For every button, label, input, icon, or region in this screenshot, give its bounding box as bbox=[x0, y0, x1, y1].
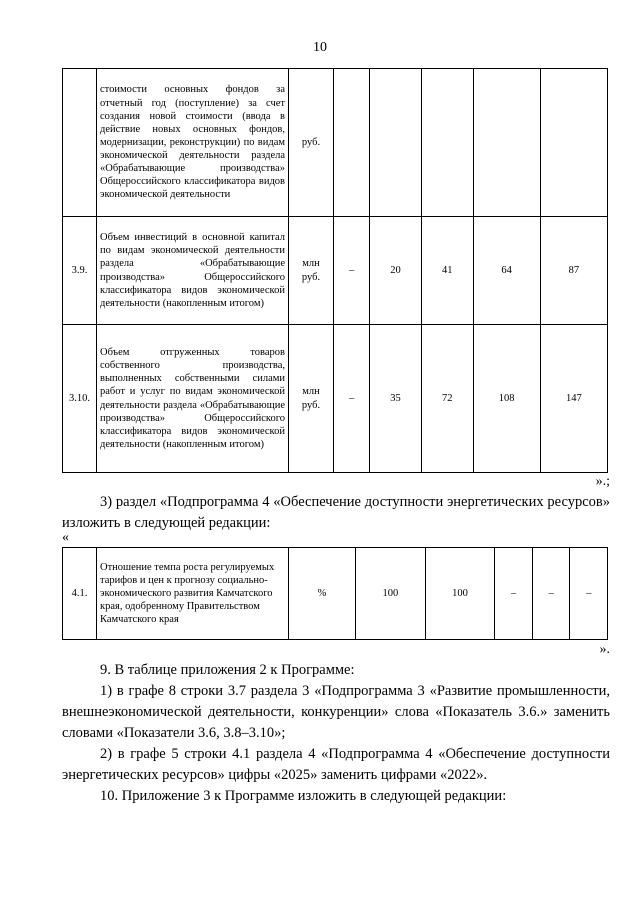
unit-cell: млн руб. bbox=[289, 217, 334, 325]
paragraph-9-2: 2) в графе 5 строки 4.1 раздела 4 «Подпрограмма 4 «Обеспечение доступности энергетических ресурсов» цифры «2025» заменить цифрами «2022». bbox=[62, 746, 610, 783]
page-number: 10 bbox=[313, 40, 327, 55]
paragraph-9-1: 1) в графе 8 строки 3.7 раздела 3 «Подпрограмма 3 «Развитие промышленности, внешнеэкономической деятельности, конкуренции» слова «Показатель 3.6.» заменить словами «Показатели 3.6, 3.8–3.10»; bbox=[62, 683, 610, 741]
paragraph-9: 9. В таблице приложения 2 к Программе: bbox=[100, 662, 355, 678]
row-number bbox=[63, 69, 97, 217]
unit-cell: % bbox=[289, 548, 356, 640]
table-row bbox=[63, 69, 608, 217]
value-cell bbox=[540, 69, 607, 217]
opening-quote: « bbox=[62, 530, 69, 545]
value-cell bbox=[370, 69, 422, 217]
row-number: 4.1. bbox=[63, 548, 97, 640]
value-cell: 100 bbox=[425, 548, 495, 640]
table-row bbox=[63, 325, 608, 473]
row-number: 3.9. bbox=[63, 217, 97, 325]
table-row bbox=[63, 548, 608, 640]
table-closing-quote: ». bbox=[599, 642, 610, 657]
value-cell: 87 bbox=[540, 217, 607, 325]
indicator-name: Объем инвестиций в основной капитал по видам экономической деятельности раздела «Обрабатывающие производства» Общероссийского классификатора видов экономической деятельности (накопленным итогом) bbox=[97, 217, 289, 325]
indicator-name: Отношение темпа роста регулируемых тарифов и цен к прогнозу социально-экономического развития Камчатского края, одобренному Правительством Камчатского края bbox=[97, 548, 289, 640]
paragraph-10: 10. Приложение 3 к Программе изложить в следующей редакции: bbox=[100, 788, 507, 804]
value-cell bbox=[421, 69, 473, 217]
table-closing-quote: ».; bbox=[595, 474, 610, 489]
indicators-table-section-3 bbox=[62, 68, 608, 473]
value-cell: 20 bbox=[370, 217, 422, 325]
value-cell bbox=[334, 69, 370, 217]
value-cell: 35 bbox=[370, 325, 422, 473]
table-row bbox=[63, 217, 608, 325]
unit-cell: млн руб. bbox=[289, 325, 334, 473]
value-cell: – bbox=[495, 548, 533, 640]
value-cell: 147 bbox=[540, 325, 607, 473]
indicator-name: Объем отгруженных товаров собственного производства, выполненных собственными силами работ и услуг по видам экономической деятельности раздела «Обрабатывающие производства» Общероссийского классификатора видов экономической деятельности (накопленным итогом) bbox=[97, 325, 289, 473]
value-cell bbox=[473, 69, 540, 217]
value-cell: – bbox=[334, 217, 370, 325]
value-cell: – bbox=[334, 325, 370, 473]
value-cell: – bbox=[570, 548, 608, 640]
value-cell: 41 bbox=[421, 217, 473, 325]
indicator-name: стоимости основных фондов за отчетный год (поступление) за счет создания новой стоимости (ввода в действие новых основных фондов, модернизации, реконструкции) по видам экономической деятельности раздела «Обрабатывающие производства» Общероссийского классификатора видов экономической деятельности bbox=[97, 69, 289, 217]
value-cell: 64 bbox=[473, 217, 540, 325]
value-cell: 100 bbox=[356, 548, 426, 640]
value-cell: 108 bbox=[473, 325, 540, 473]
row-number: 3.10. bbox=[63, 325, 97, 473]
value-cell: – bbox=[532, 548, 570, 640]
value-cell: 72 bbox=[421, 325, 473, 473]
paragraph-3: 3) раздел «Подпрограмма 4 «Обеспечение доступности энергетических ресурсов» изложить в следующей редакции: bbox=[62, 494, 610, 531]
indicators-table-section-4 bbox=[62, 547, 608, 640]
unit-cell: руб. bbox=[289, 69, 334, 217]
